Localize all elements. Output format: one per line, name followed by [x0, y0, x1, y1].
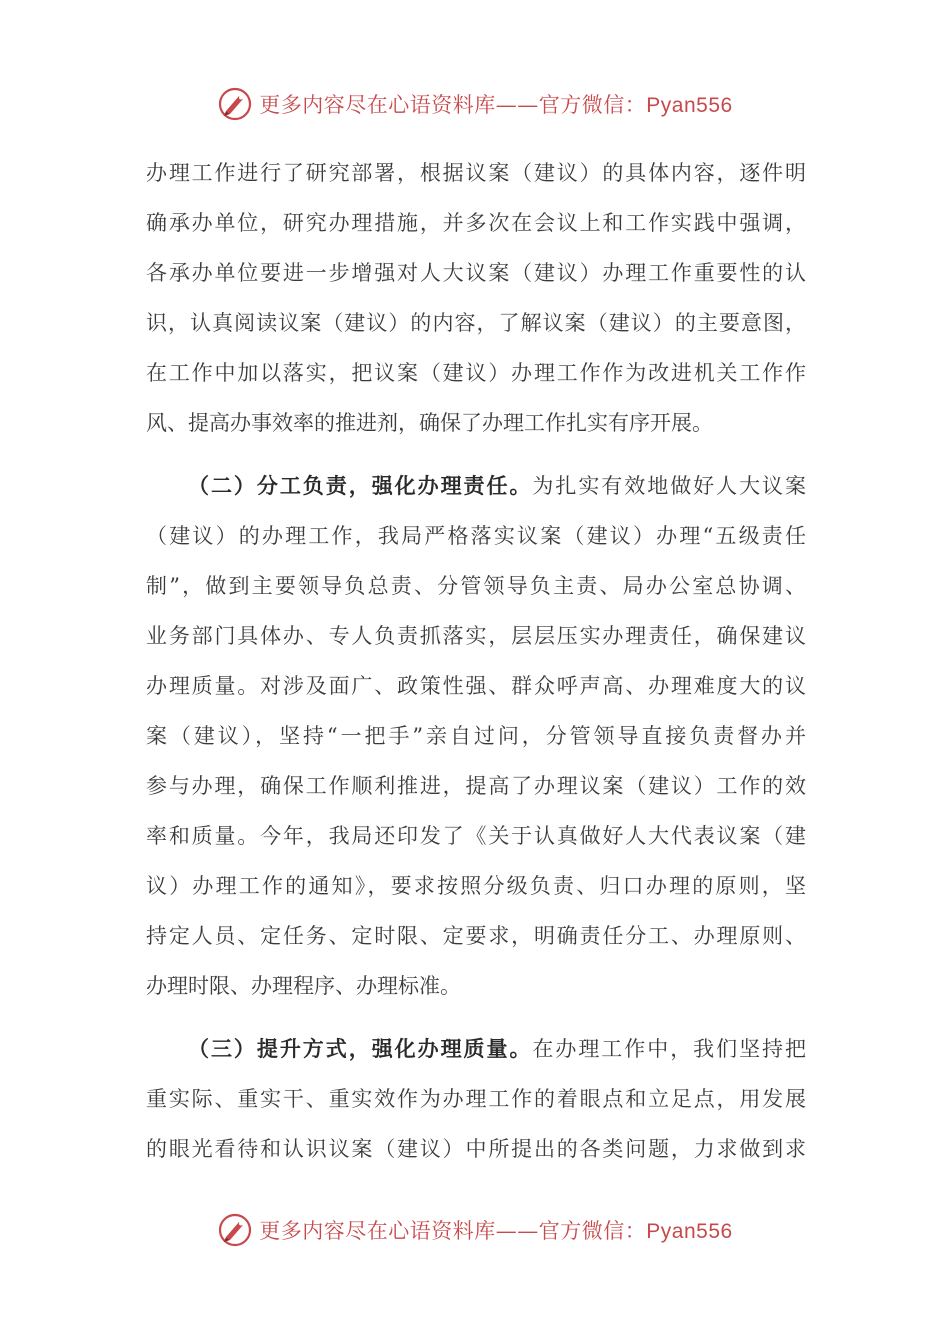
text-line: 重实际、重实干、重实效作为办理工作的着眼点和立足点，用发展: [146, 1087, 806, 1111]
banner-main-text: 更多内容尽在心语资料库: [259, 93, 496, 117]
banner-main-text: 更多内容尽在心语资料库: [259, 1219, 496, 1243]
text-line: 风、提高办事效率的推进剂，确保了办理工作扎实有序开展。: [146, 411, 713, 435]
text-line: 确承办单位，研究办理措施，并多次在会议上和工作实践中强调，: [146, 211, 806, 235]
text-span: 在办理工作中，我们坚持把: [532, 1037, 806, 1061]
banner-dash: ——: [495, 93, 539, 117]
banner-label: 官方微信：: [538, 1219, 647, 1243]
text-line: 在工作中加以落实，把议案（建议）办理工作作为改进机关工作作: [146, 361, 806, 385]
paragraph-1: [146, 148, 806, 448]
text-line: 议）办理工作的通知》，要求按照分级负责、归口办理的原则，坚: [146, 874, 806, 898]
header-banner: [0, 84, 950, 124]
banner-wechat-id: Pyan556: [646, 1220, 733, 1243]
paragraph-2: [146, 461, 806, 1011]
section-heading: （三）提升方式，强化办理质量。: [188, 1036, 533, 1061]
text-line: 参与办理，确保工作顺利推进，提高了办理议案（建议）工作的效: [146, 774, 806, 798]
text-line: 案（建议），坚持“一把手”亲自过问，分管领导直接负责督办并: [146, 724, 806, 748]
text-line: 办理质量。对涉及面广、政策性强、群众呼声高、办理难度大的议: [146, 674, 806, 698]
text-line: 办理时限、办理程序、办理标准。: [146, 974, 461, 998]
text-line: 持定人员、定任务、定时限、定要求，明确责任分工、办理原则、: [146, 924, 806, 948]
banner-dash: ——: [495, 1219, 539, 1243]
text-line: 识，认真阅读议案（建议）的内容，了解议案（建议）的主要意图，: [146, 311, 806, 335]
text-line: 的眼光看待和认识议案（建议）中所提出的各类问题，力求做到求: [146, 1137, 806, 1161]
banner-text: [259, 89, 732, 119]
text-line: （建议）的办理工作，我局严格落实议案（建议）办理“五级责任: [146, 524, 806, 548]
text-span: 为扎实有效地做好人大议案: [532, 474, 806, 498]
text-line: 业务部门具体办、专人负责抓落实，层层压实办理责任，确保建议: [146, 624, 806, 648]
banner-label: 官方微信：: [538, 93, 647, 117]
document-body: [146, 148, 806, 1174]
text-line: 各承办单位要进一步增强对人大议案（建议）办理工作重要性的认: [146, 261, 806, 285]
text-line: 率和质量。今年，我局还印发了《关于认真做好人大代表议案（建: [146, 824, 806, 848]
paragraph-first-line: [146, 461, 806, 511]
banner-text: [259, 1215, 732, 1245]
pen-logo-icon: [217, 1212, 253, 1248]
text-line: 办理工作进行了研究部署，根据议案（建议）的具体内容，逐件明: [146, 161, 806, 185]
section-heading: （二）分工负责，强化办理责任。: [188, 473, 533, 498]
footer-banner: [0, 1210, 950, 1250]
paragraph-3: [146, 1024, 806, 1174]
paragraph-first-line: [146, 1024, 806, 1074]
text-line: 制”，做到主要领导负总责、分管领导负主责、局办公室总协调、: [146, 574, 806, 598]
pen-logo-icon: [217, 86, 253, 122]
banner-wechat-id: Pyan556: [646, 94, 733, 117]
